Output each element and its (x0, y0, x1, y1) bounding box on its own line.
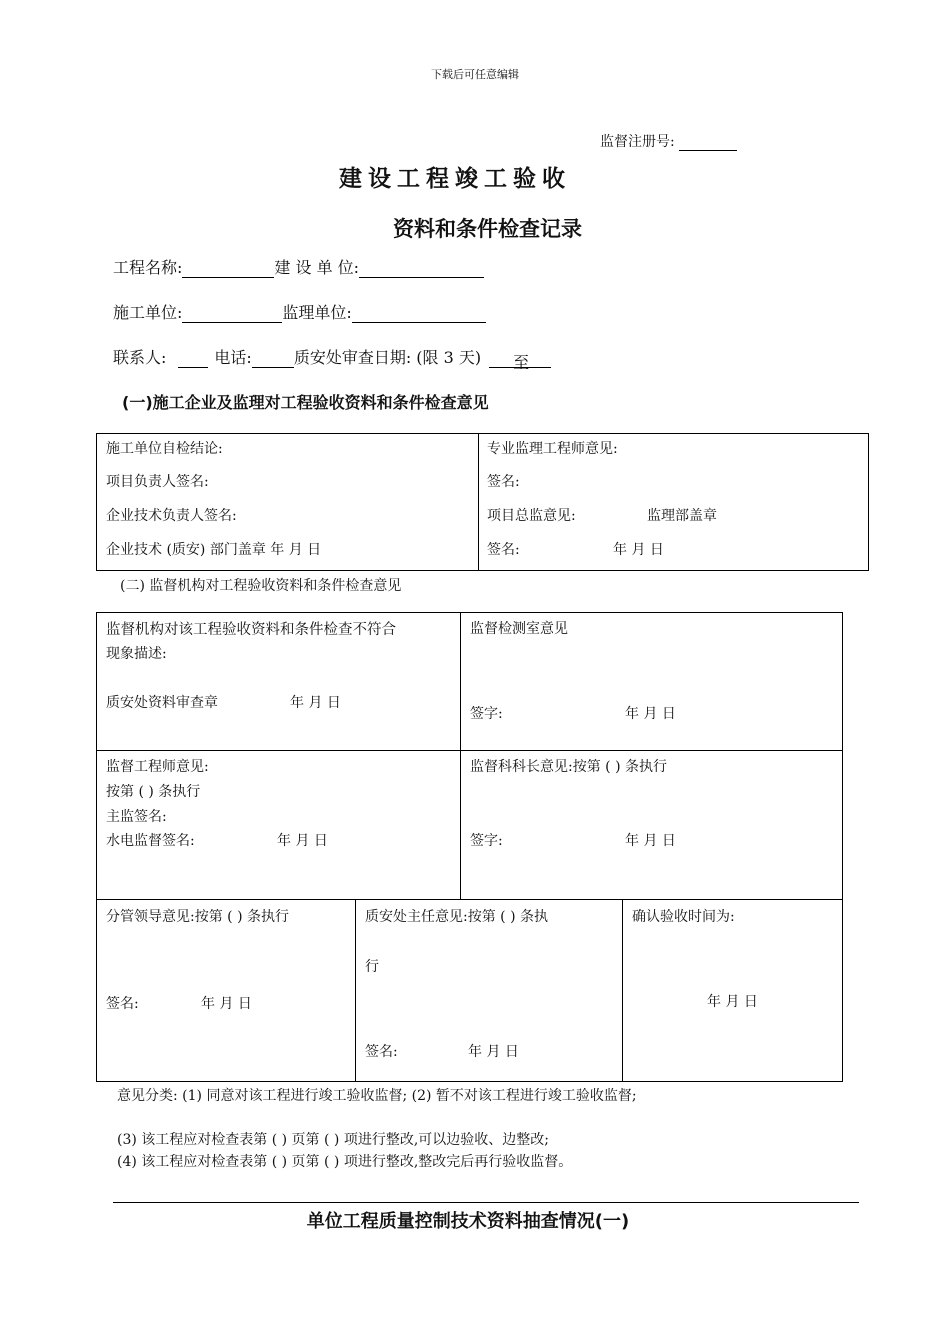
review-start-blank[interactable] (489, 350, 513, 368)
registration-blank[interactable] (679, 135, 737, 151)
self-check-label: 施工单位自检结论: (106, 441, 223, 457)
testing-room-opinion: 监督检测室意见 (470, 621, 568, 637)
nonconformity-label: 监督机构对该工程验收资料和条件检查不符合 (106, 622, 396, 638)
section-chief-opinion: 监督科科长意见:按第 ( ) 条执行 (470, 759, 667, 775)
document-title: 建设工程竣工验收 (339, 166, 571, 192)
nonconformity-label-2: 现象描述: (106, 646, 167, 662)
project-name-blank[interactable] (182, 260, 274, 278)
section2-col-divider-b (622, 899, 623, 1082)
chief-supervisor-sign: 签名: (487, 542, 520, 558)
leader-opinion: 分管领导意见:按第 ( ) 条执行 (106, 909, 289, 925)
director-opinion-cont: 行 (365, 959, 379, 975)
tech-dept-stamp: 企业技术 (质安) 部门盖章 年 月 日 (106, 542, 322, 558)
field-row-3 (113, 345, 551, 372)
document-subtitle: 资料和条件检查记录 (393, 217, 582, 241)
section2-row-divider-2 (96, 899, 843, 900)
review-stamp: 质安处资料审查章 (106, 695, 218, 711)
review-period-label: 质安处审查日期: (限 3 天) (293, 348, 482, 367)
utility-inspector-sign: 水电监督签名: (106, 833, 195, 849)
leader-sign: 签名: (106, 996, 139, 1012)
supervision-unit-blank[interactable] (352, 305, 486, 323)
section2-col-divider (460, 612, 461, 900)
opinion-category-4: (4) 该工程应对检查表第 ( ) 页第 ( ) 项进行整改,整改完后再行验收监督。 (117, 1154, 573, 1170)
project-leader-sign: 项目负责人签名: (106, 474, 209, 490)
section2-title: (二) 监督机构对工程验收资料和条件检查意见 (120, 578, 402, 594)
section2-row-divider-1 (96, 750, 843, 751)
builder-unit-label: 建 设 单 位: (274, 258, 360, 277)
supervisor-sign: 签名: (487, 474, 520, 490)
leader-date: 年 月 日 (201, 996, 252, 1012)
opinion-category-3: (3) 该工程应对检查表第 ( ) 页第 ( ) 项进行整改,可以边验收、边整改; (117, 1132, 549, 1148)
opinion-category-1: 意见分类: (1) 同意对该工程进行竣工验收监督; (2) 暂不对该工程进行竣工验收监督; (117, 1088, 637, 1104)
engineer-date: 年 月 日 (277, 833, 328, 849)
testing-room-sign: 签字: (470, 706, 503, 722)
engineer-clause: 按第 ( ) 条执行 (106, 784, 201, 800)
acceptance-date: 年 月 日 (707, 994, 758, 1010)
project-name-label: 工程名称: (113, 258, 183, 277)
page-divider (113, 1202, 859, 1203)
phone-blank[interactable] (252, 350, 294, 368)
field-row-2 (113, 300, 486, 323)
chief-inspector-sign: 主监签名: (106, 809, 167, 825)
registration-label: 监督注册号: (600, 134, 675, 150)
contact-blank[interactable] (178, 350, 208, 368)
engineer-opinion: 监督工程师意见: (106, 759, 209, 775)
supervision-unit-label: 监理单位: (282, 303, 352, 322)
section-chief-date: 年 月 日 (625, 833, 676, 849)
section1-divider (478, 433, 479, 571)
bottom-title: 单位工程质量控制技术资料抽查情况(一) (306, 1211, 630, 1232)
phone-label: 电话: (214, 348, 252, 367)
header-note: 下载后可任意编辑 (431, 68, 519, 81)
section-chief-sign: 签字: (470, 833, 503, 849)
construction-unit-blank[interactable] (182, 305, 282, 323)
testing-room-date: 年 月 日 (625, 706, 676, 722)
field-row-1 (113, 255, 484, 278)
registration-number (600, 131, 737, 151)
supervision-dept-stamp: 监理部盖章 (647, 508, 717, 524)
chief-supervisor-opinion: 项目总监意见: (487, 508, 576, 524)
builder-unit-blank[interactable] (359, 260, 484, 278)
tech-leader-sign: 企业技术负责人签名: (106, 508, 237, 524)
director-sign: 签名: (365, 1044, 398, 1060)
review-stamp-date: 年 月 日 (290, 695, 341, 711)
contact-label: 联系人: (113, 348, 167, 367)
construction-unit-label: 施工单位: (113, 303, 183, 322)
section1-date: 年 月 日 (613, 542, 664, 558)
review-to[interactable]: 至 (513, 350, 551, 368)
director-date: 年 月 日 (468, 1044, 519, 1060)
section1-title: (一)施工企业及监理对工程验收资料和条件检查意见 (122, 393, 489, 412)
supervisor-opinion-label: 专业监理工程师意见: (487, 441, 618, 457)
acceptance-time-label: 确认验收时间为: (632, 909, 735, 925)
section2-col-divider-a (355, 899, 356, 1082)
director-opinion: 质安处主任意见:按第 ( ) 条执 (365, 909, 548, 925)
